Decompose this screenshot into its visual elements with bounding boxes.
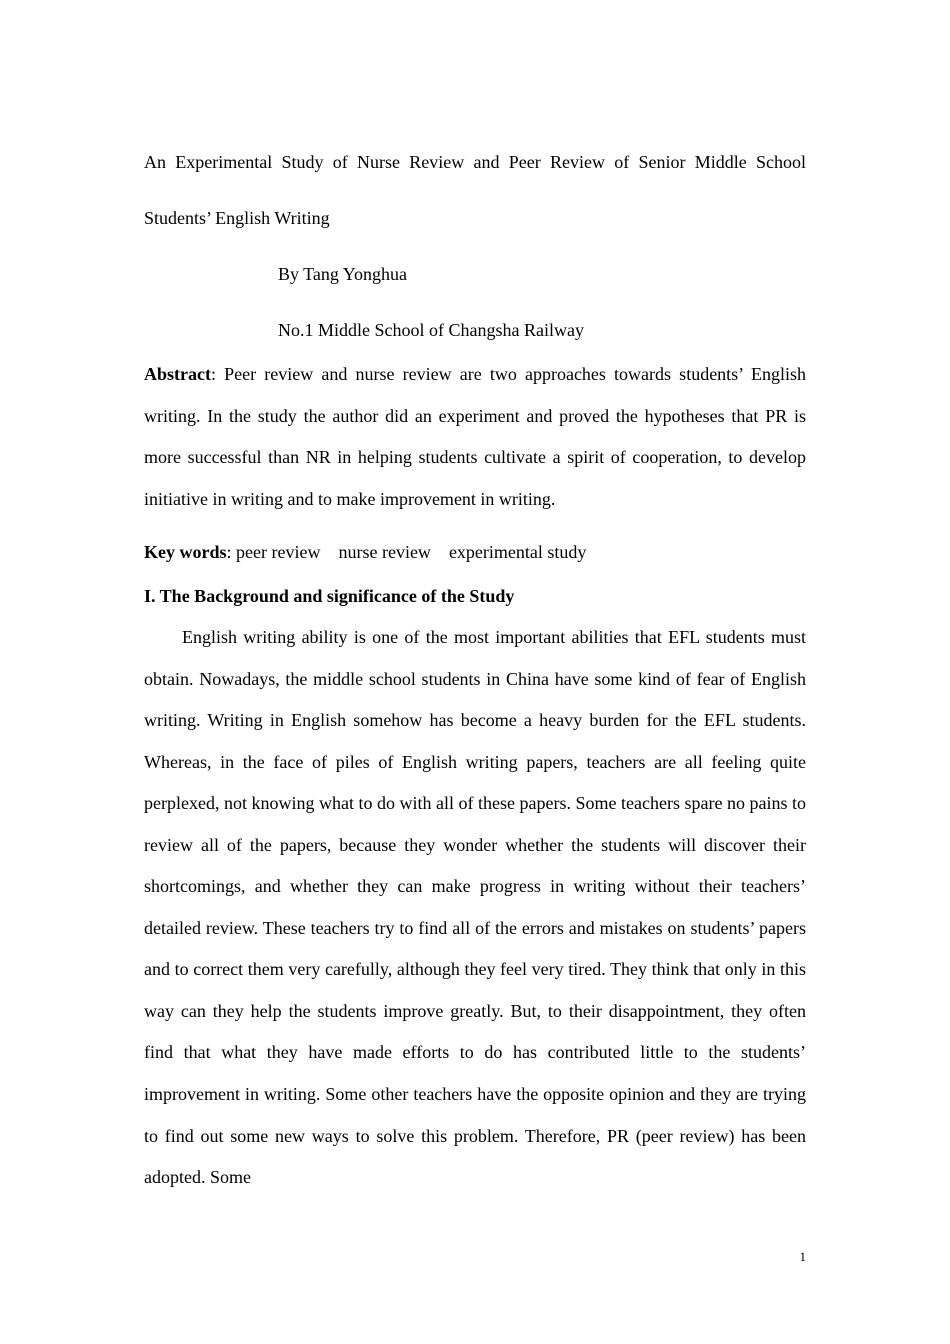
abstract-text: : Peer review and nurse review are two approaches towards students’ English writing. In the study the author did an experiment and proved the hypotheses that PR is more successful than NR in helping students cultivate a spirit of cooperation, to develop initiative in writing and to make improvement in writing. [144, 364, 806, 509]
keyword-term: peer review [236, 542, 321, 562]
body-paragraph [144, 617, 806, 1199]
abstract-paragraph [144, 354, 806, 520]
abstract-label: Abstract [144, 364, 211, 384]
body-paragraph-text: English writing ability is one of the most important abilities that EFL students must obtain. Nowadays, the middle school students in China have some kind of fear of English writing. Writing in English somehow has become a heavy burden for the EFL students. Whereas, in the face of piles of English writing papers, teachers are all feeling quite perplexed, not knowing what to do with all of these papers. Some teachers spare no pains to review all of the papers, because they wonder whether the students will discover their shortcomings, and whether they can make progress in writing without their teachers’ detailed review. These teachers try to find all of the errors and mistakes on students’ papers and to correct them very carefully, although they feel very tired. They think that only in this way can they help the students improve greatly. But, to their disappointment, they often find that what they have made efforts to do has contributed little to the students’ improvement in writing. Some other teachers have the opposite opinion and they are trying to find out some new ways to solve this problem. Therefore, PR (peer review) has been adopted. Some [144, 627, 806, 1188]
affiliation-line: No.1 Middle School of Changsha Railway [278, 320, 584, 340]
section-heading: I. The Background and significance of the Study [144, 586, 515, 606]
author-line: By Tang Yonghua [278, 264, 407, 284]
title-line-2: Students’ English Writing [144, 208, 330, 228]
keyword-term: nurse review [338, 542, 431, 562]
page-number: 1 [799, 1249, 806, 1264]
title-line-1: An Experimental Study of Nurse Review and Peer Review of Senior Middle School [144, 152, 806, 172]
keywords-separator: : [226, 542, 237, 562]
keywords-line [144, 541, 806, 563]
keyword-term: experimental study [448, 542, 587, 562]
keywords-label: Key words [144, 542, 227, 562]
